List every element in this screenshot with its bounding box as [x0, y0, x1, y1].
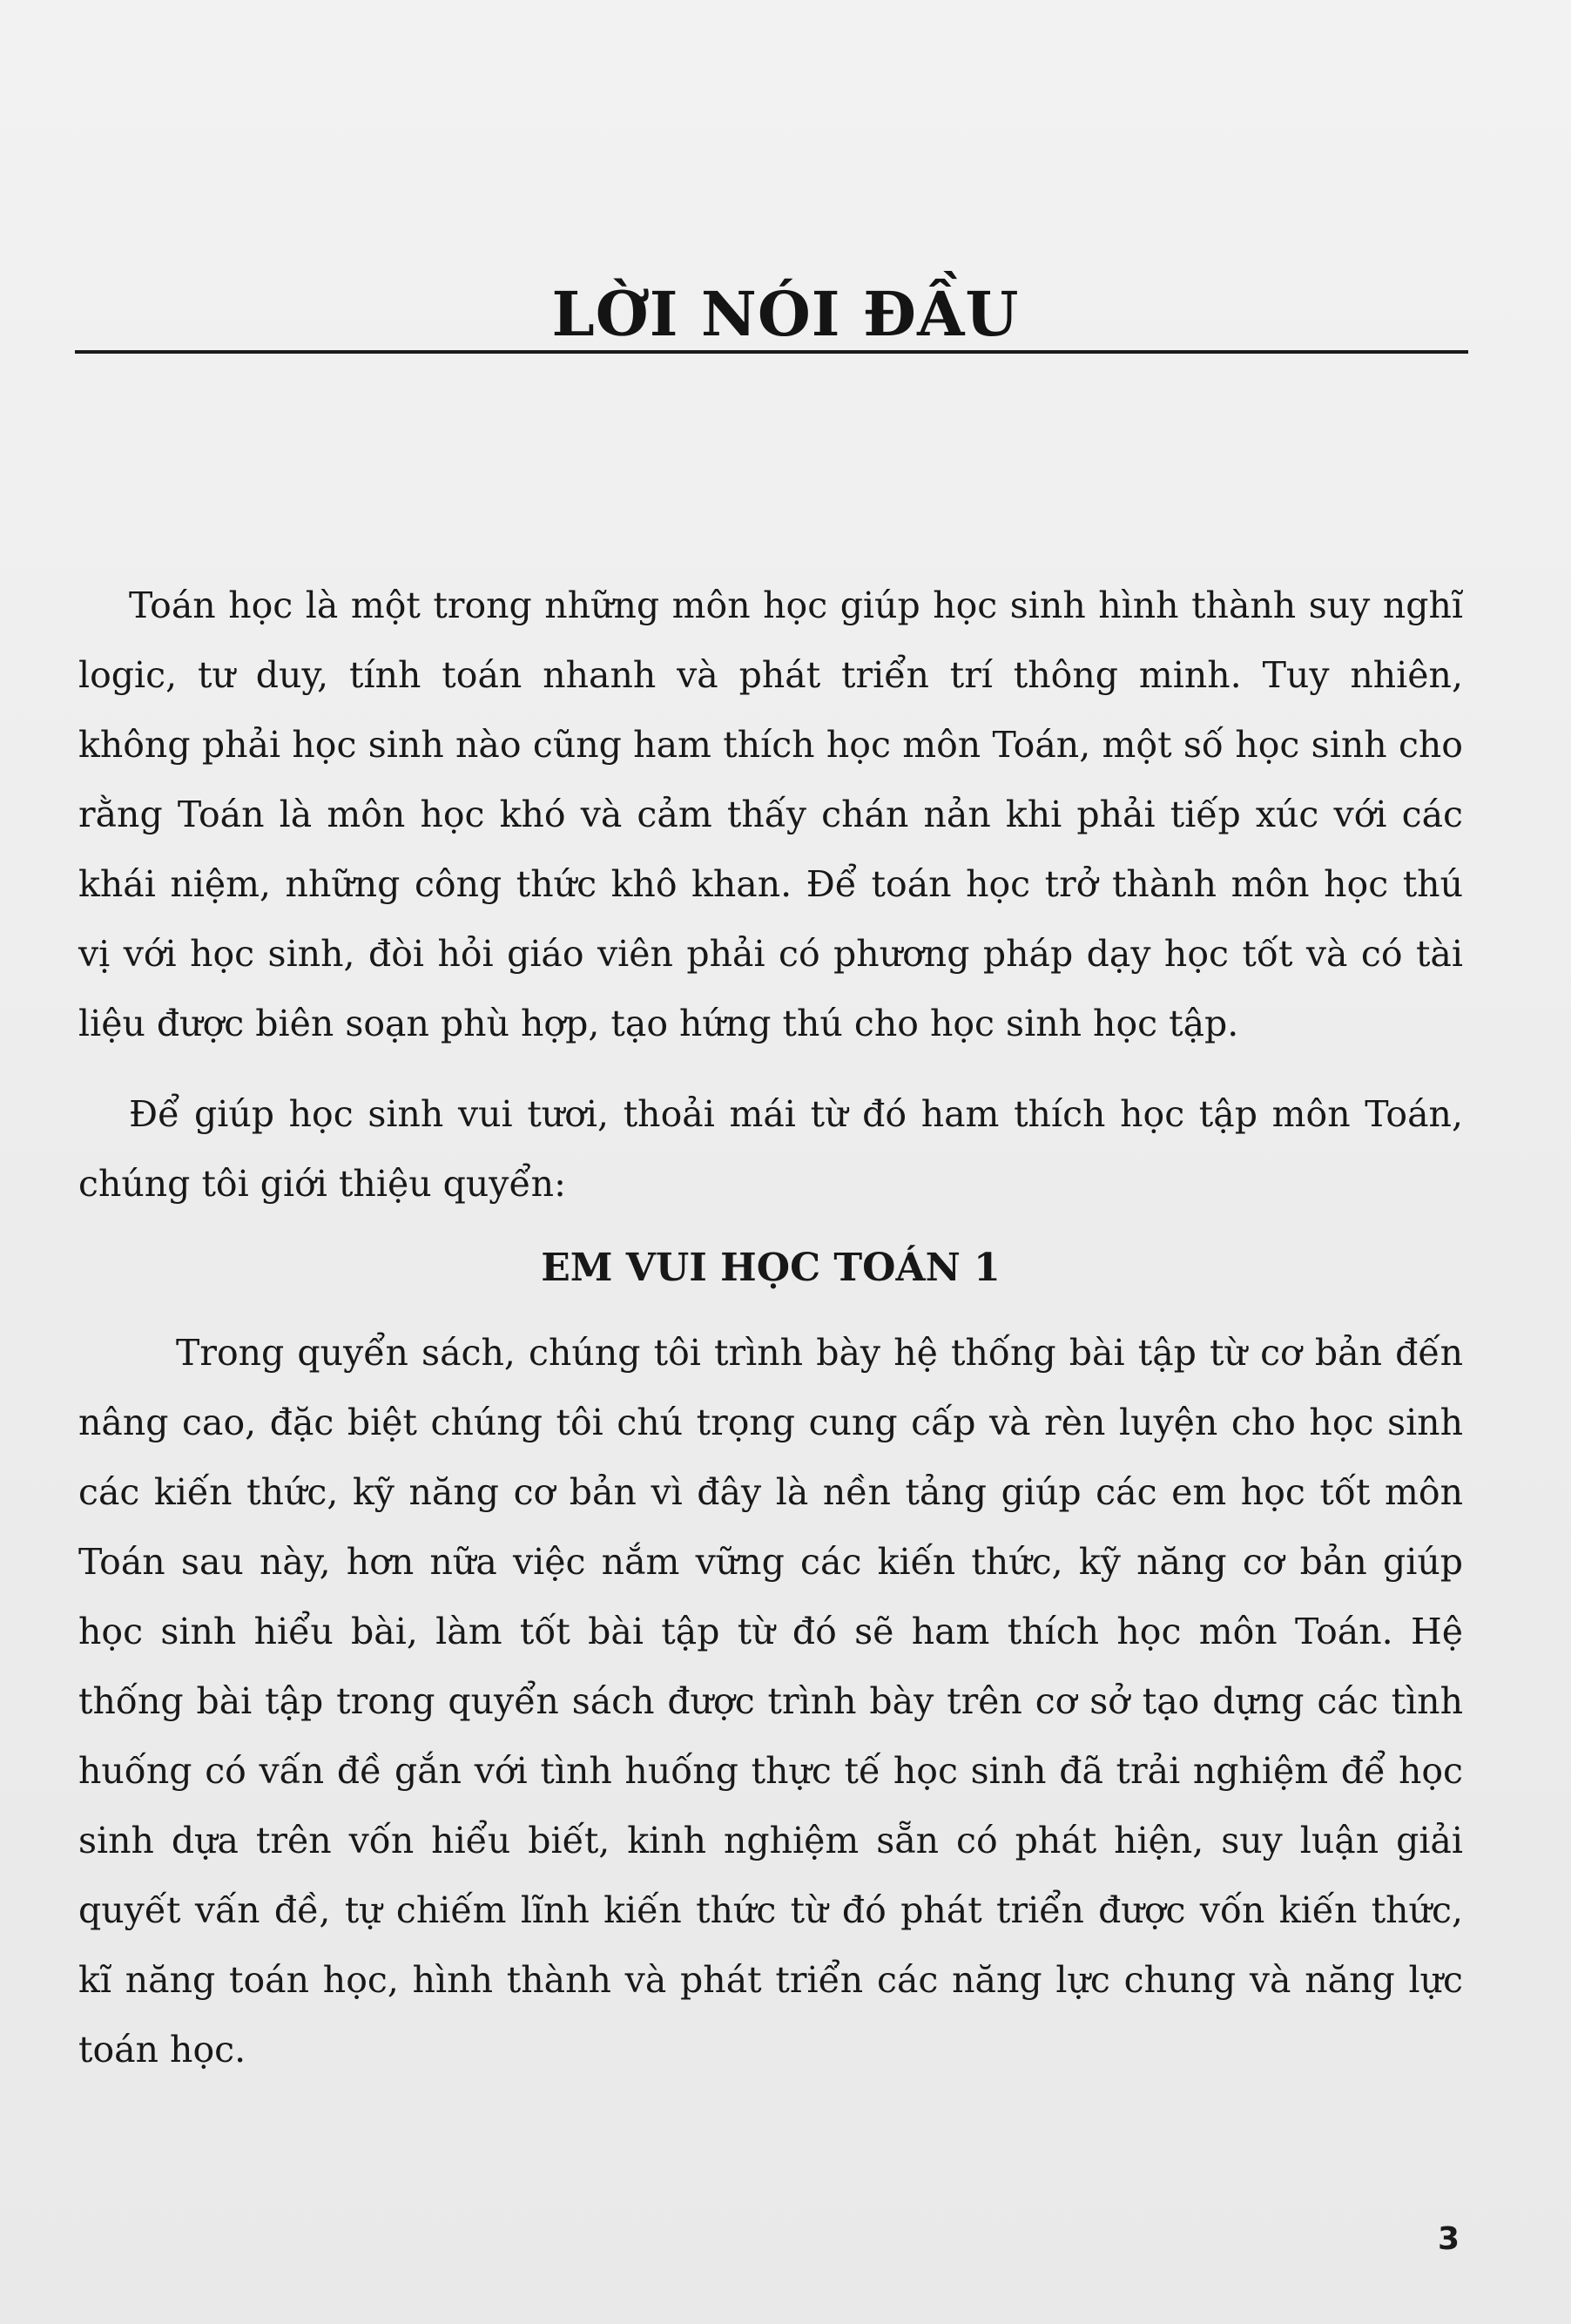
- paragraph-description: Trong quyển sách, chúng tôi trình bày hệ thống bài tập từ cơ bản đến nâng cao, đặc biệt chúng tôi chú trọng cung cấp và rèn luyện cho học sinh các kiến thức, kỹ năng cơ bản vì đây là nền tảng giúp các em học tốt môn Toán sau này, hơn nữa việc nắm vững các kiến thức, kỹ năng cơ bản giúp học sinh hiểu bài, làm tốt bài tập từ đó sẽ ham thích học môn Toán. Hệ thống bài tập trong quyển sách được trình bày trên cơ sở tạo dựng các tình huống có vấn đề gắn với tình huống thực tế học sinh đã trải nghiệm để học sinh dựa trên vốn hiểu biết, kinh nghiệm sẵn có phát hiện, suy luận giải quyết vấn đề, tự chiếm lĩnh kiến thức từ đó phát triển được vốn kiến thức, kĩ năng toán học, hình thành và phát triển các năng lực chung và năng lực toán học.: [78, 1332, 1463, 2071]
- page-title: LỜI NÓI ĐẦU: [551, 278, 1020, 350]
- paragraph-intro: Toán học là một trong những môn học giúp học sinh hình thành suy nghĩ logic, tư duy, tính toán nhanh và phát triển trí thông minh. Tuy nhiên, không phải học sinh nào cũng ham thích học môn Toán, một số học sinh cho rằng Toán là môn học khó và cảm thấy chán nản khi phải tiếp xúc với các khái niệm, những công thức khô khan. Để toán học trở thành môn học thú vị với học sinh, đòi hỏi giáo viên phải có phương pháp dạy học tốt và có tài liệu được biên soạn phù hợp, tạo hứng thú cho học sinh học tập.: [78, 584, 1463, 1044]
- body-text: [78, 571, 1463, 2084]
- title-underline: [75, 350, 1468, 354]
- page-number: 3: [1437, 2221, 1460, 2257]
- paragraph-purpose: Để giúp học sinh vui tươi, thoải mái từ đó ham thích học tập môn Toán, chúng tôi giới thiệu quyển:: [78, 1093, 1463, 1205]
- book-title: EM VUI HỌC TOÁN 1: [541, 1246, 1001, 1290]
